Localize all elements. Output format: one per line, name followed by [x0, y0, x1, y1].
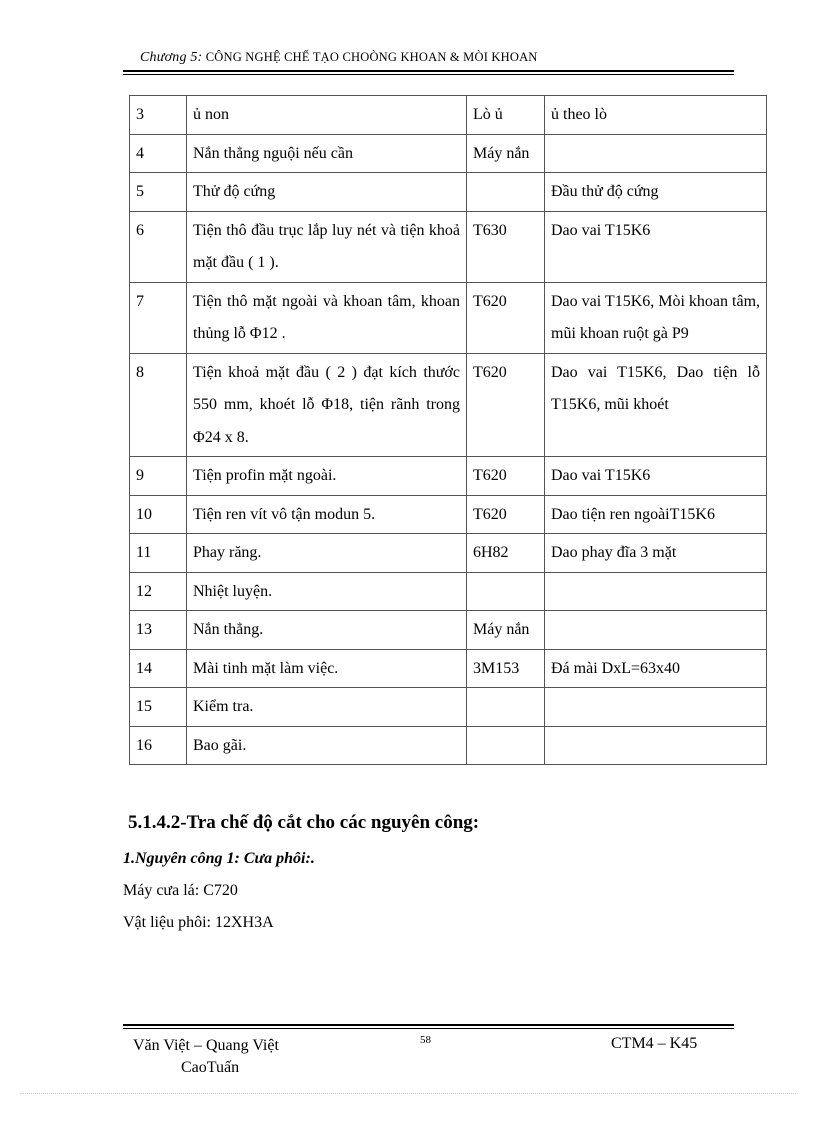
header-rule-thick: [123, 70, 734, 72]
header-rule-thin: [123, 74, 734, 75]
footer-authors-line2: CaoTuấn: [181, 1059, 240, 1076]
tool-cell: Dao vai T15K6: [545, 211, 767, 282]
operation-cell: Tiện khoả mặt đầu ( 2 ) đạt kích thước 550 mm, khoét lỗ Φ18, tiện rãnh trong Φ24 x 8.: [187, 353, 467, 457]
operation-cell: Kiểm tra.: [187, 688, 467, 727]
table-row: [130, 495, 767, 534]
tool-cell: Dao vai T15K6, Dao tiện lỗ T15K6, mũi khoét: [545, 353, 767, 457]
step-number-cell: 7: [130, 282, 187, 353]
step-number-cell: 3: [130, 96, 187, 135]
step-number-cell: 12: [130, 572, 187, 611]
machine-cell: Máy nắn: [467, 611, 545, 650]
footer-rule-thick: [123, 1024, 734, 1026]
table-row: [130, 534, 767, 573]
operation-cell: Phay răng.: [187, 534, 467, 573]
tool-cell: Đá mài DxL=63x40: [545, 649, 767, 688]
tool-cell: Dao tiện ren ngoàiT15K6: [545, 495, 767, 534]
step-number-cell: 9: [130, 457, 187, 496]
table-row: [130, 211, 767, 282]
machine-cell: [467, 173, 545, 212]
operation-cell: Nắn thẳng.: [187, 611, 467, 650]
process-table-body: [130, 96, 767, 765]
operation-cell: Tiện thô mặt ngoài và khoan tâm, khoan thủng lỗ Φ12 .: [187, 282, 467, 353]
machine-cell: T620: [467, 282, 545, 353]
chapter-title: CÔNG NGHỆ CHẾ TẠO CHOÒNG KHOAN & MÒI KHOAN: [205, 50, 538, 64]
footer-authors: [133, 1035, 279, 1079]
tool-cell: [545, 611, 767, 650]
operation-cell: Nhiệt luyện.: [187, 572, 467, 611]
operation-cell: Bao gãi.: [187, 726, 467, 765]
step-number-cell: 4: [130, 134, 187, 173]
machine-cell: 6H82: [467, 534, 545, 573]
saw-machine-line: Máy cưa lá: C720: [123, 882, 238, 899]
tool-cell: [545, 134, 767, 173]
table-row: [130, 649, 767, 688]
page-header: [140, 50, 538, 66]
step-number-cell: 13: [130, 611, 187, 650]
machine-cell: Máy nắn: [467, 134, 545, 173]
machine-cell: [467, 726, 545, 765]
machine-cell: [467, 688, 545, 727]
machine-cell: T620: [467, 457, 545, 496]
machine-cell: [467, 572, 545, 611]
operation-cell: Tiện ren vít vô tận modun 5.: [187, 495, 467, 534]
step-number-cell: 8: [130, 353, 187, 457]
page-number: 58: [420, 1034, 431, 1046]
operation-cell: Nắn thẳng nguội nếu cần: [187, 134, 467, 173]
section-title: 5.1.4.2-Tra chế độ cắt cho các nguyên công:: [128, 812, 480, 833]
footer-rule-thin: [123, 1028, 734, 1029]
table-row: [130, 173, 767, 212]
machine-cell: Lò ủ: [467, 96, 545, 135]
tool-cell: Dao vai T15K6, Mòi khoan tâm, mũi khoan ruột gà P9: [545, 282, 767, 353]
machine-cell: 3M153: [467, 649, 545, 688]
table-row: [130, 457, 767, 496]
page-bottom-dotted-line: [20, 1093, 796, 1094]
tool-cell: ủ theo lò: [545, 96, 767, 135]
operation-subheading: 1.Nguyên công 1: Cưa phôi:.: [123, 850, 315, 867]
footer-authors-line1: Văn Việt – Quang Việt: [133, 1037, 279, 1054]
table-row: [130, 611, 767, 650]
machine-cell: T630: [467, 211, 545, 282]
step-number-cell: 11: [130, 534, 187, 573]
operation-cell: Mài tinh mặt làm việc.: [187, 649, 467, 688]
step-number-cell: 6: [130, 211, 187, 282]
table-row: [130, 96, 767, 135]
operation-cell: ủ non: [187, 96, 467, 135]
operation-cell: Thử độ cứng: [187, 173, 467, 212]
machine-cell: T620: [467, 353, 545, 457]
tool-cell: Dao vai T15K6: [545, 457, 767, 496]
table-row: [130, 688, 767, 727]
operation-cell: Tiện thô đầu trục lắp luy nét và tiện khoả mặt đầu ( 1 ).: [187, 211, 467, 282]
table-row: [130, 134, 767, 173]
step-number-cell: 5: [130, 173, 187, 212]
tool-cell: Dao phay đĩa 3 mặt: [545, 534, 767, 573]
table-row: [130, 353, 767, 457]
step-number-cell: 16: [130, 726, 187, 765]
blank-material-line: Vật liệu phôi: 12XH3A: [123, 914, 274, 931]
tool-cell: [545, 688, 767, 727]
footer-class-code: CTM4 – K45: [611, 1035, 698, 1052]
table-row: [130, 726, 767, 765]
table-row: [130, 572, 767, 611]
machine-cell: T620: [467, 495, 545, 534]
tool-cell: [545, 726, 767, 765]
tool-cell: Đầu thử độ cứng: [545, 173, 767, 212]
step-number-cell: 14: [130, 649, 187, 688]
step-number-cell: 10: [130, 495, 187, 534]
process-table: [129, 95, 767, 765]
operation-cell: Tiện profin mặt ngoài.: [187, 457, 467, 496]
tool-cell: [545, 572, 767, 611]
step-number-cell: 15: [130, 688, 187, 727]
chapter-label: Chương 5:: [140, 50, 203, 65]
table-row: [130, 282, 767, 353]
